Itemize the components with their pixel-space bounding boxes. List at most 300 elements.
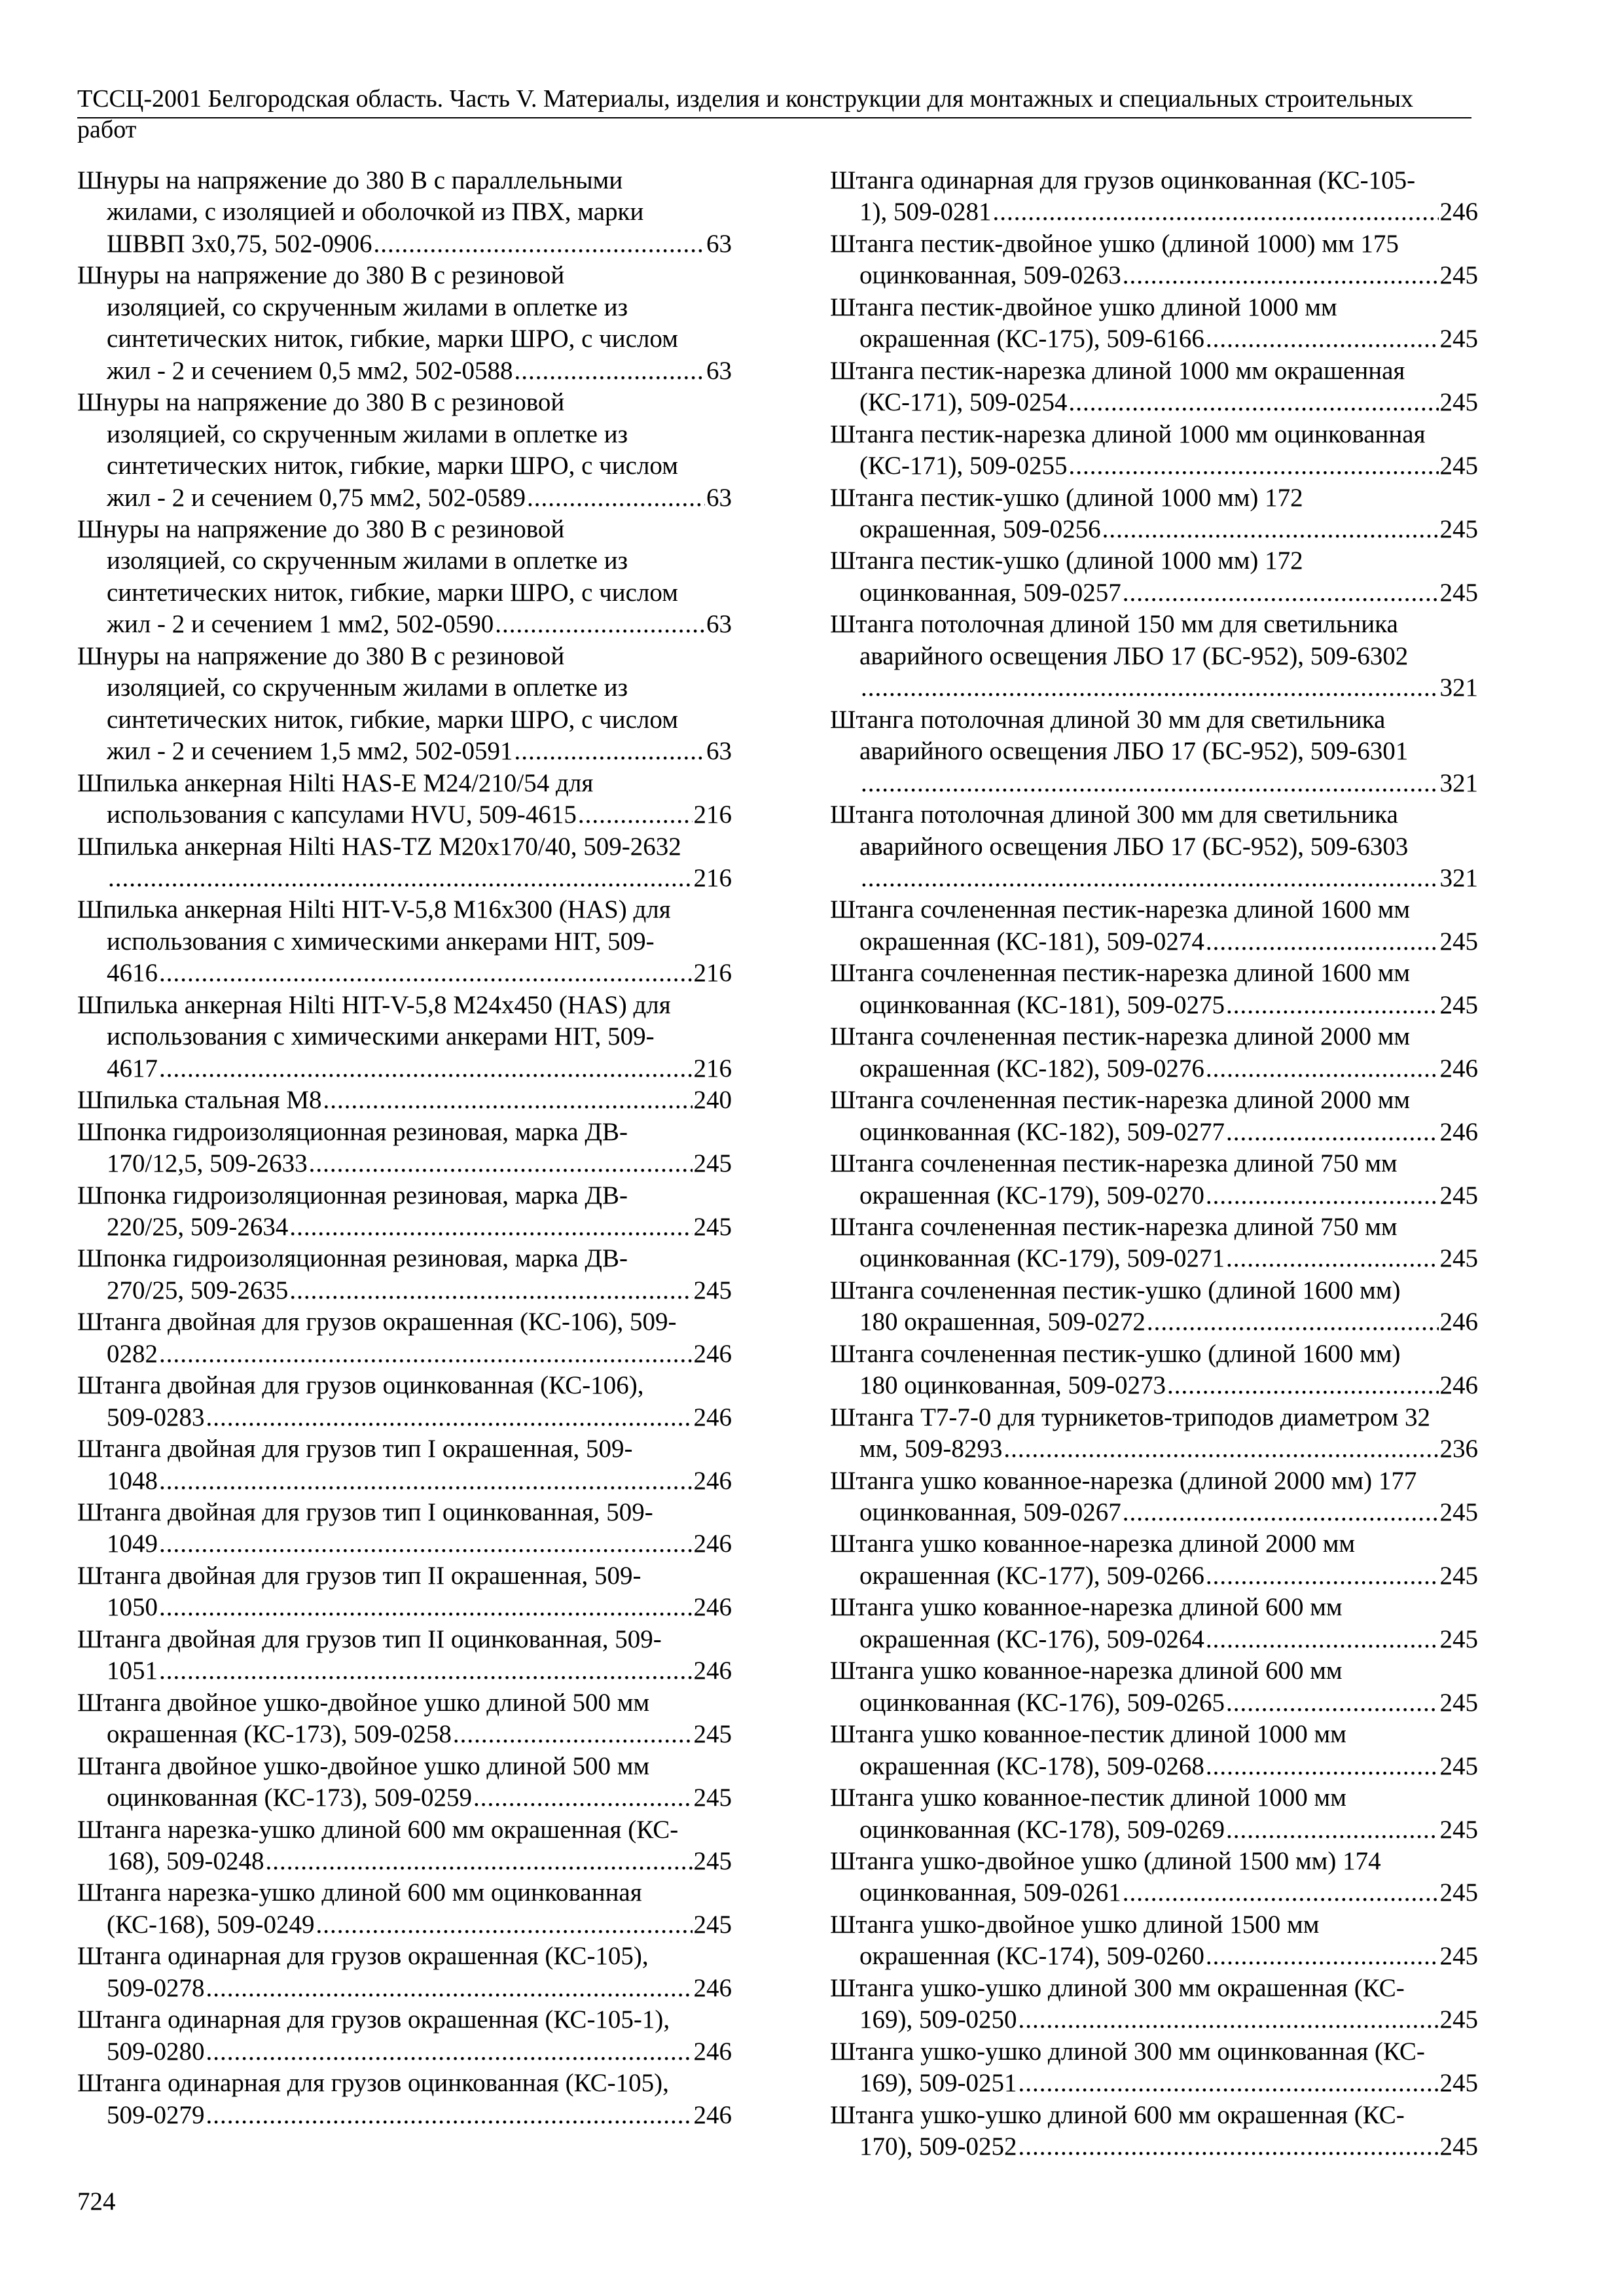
dot-leader xyxy=(1123,260,1439,291)
entry-last-line xyxy=(107,1338,732,1370)
entry-line: синтетических ниток, гибкие, марки ШРО, с числом xyxy=(107,705,678,734)
entry-last-line xyxy=(77,1085,732,1116)
index-entry xyxy=(830,1782,1478,1846)
entry-last-line xyxy=(107,1973,732,2004)
index-entry xyxy=(77,1243,732,1306)
entry-line: аварийного освещения ЛБО 17 (БС-952), 509-6301 xyxy=(859,737,1409,766)
dot-leader xyxy=(1167,1370,1438,1401)
entry-line: синтетических ниток, гибкие, марки ШРО, с числом xyxy=(107,578,678,607)
entry-last-line xyxy=(859,1941,1478,1972)
entry-last-line xyxy=(107,1053,732,1085)
entry-line: Штанга пестик-нарезка длиной 1000 мм окрашенная xyxy=(830,356,1405,385)
entry-page-ref: 246 xyxy=(693,1657,732,1685)
entry-last-line xyxy=(859,514,1478,545)
entry-last-line xyxy=(859,1814,1478,1846)
entry-line: Шпилька анкерная Hilti HIT-V-5,8 M24x450 (HAS) для xyxy=(77,990,671,1019)
index-entry xyxy=(77,1687,732,1751)
entry-text: жил - 2 и сечением 0,75 мм2, 502-0589 xyxy=(107,483,526,512)
entry-line: использования с химическими анкерами HIT, 509- xyxy=(107,927,655,956)
entry-line: Штанга ушко-двойное ушко (длиной 1500 мм) 174 xyxy=(830,1847,1381,1876)
entry-last-line xyxy=(107,482,732,514)
index-column-left xyxy=(77,165,732,2131)
dot-leader xyxy=(206,2100,693,2131)
dot-leader xyxy=(1018,2068,1438,2099)
index-entry xyxy=(830,228,1478,292)
entry-line: Штанга ушко кованное-пестик длиной 1000 мм xyxy=(830,1720,1346,1749)
dot-leader xyxy=(1206,323,1439,355)
dot-leader xyxy=(323,1085,693,1116)
entry-line: Штанга нарезка-ушко длиной 600 мм оцинкованная xyxy=(77,1878,642,1907)
entry-line: Штанга одинарная для грузов оцинкованная (КС-105), xyxy=(77,2069,669,2098)
dot-leader xyxy=(1206,1053,1439,1085)
index-entry xyxy=(830,1465,1478,1529)
dot-leader xyxy=(514,355,705,387)
entry-last-line xyxy=(107,1846,732,1877)
entry-page-ref: 245 xyxy=(1439,1751,1478,1780)
entry-page-ref: 245 xyxy=(1439,927,1478,956)
entry-page-ref: 63 xyxy=(706,229,732,258)
entry-page-ref: 245 xyxy=(1439,261,1478,290)
dot-leader xyxy=(159,958,693,989)
entry-page-ref: 246 xyxy=(1439,1371,1478,1400)
entry-page-ref: 246 xyxy=(693,1403,732,1431)
dot-leader xyxy=(861,672,1439,704)
dot-leader xyxy=(1206,1624,1439,1655)
entry-text: 509-0279 xyxy=(107,2100,205,2129)
index-entry xyxy=(830,1021,1478,1085)
entry-line: Штанга потолочная длиной 30 мм для светильника xyxy=(830,705,1386,734)
entry-text: оцинкованная, 509-0267 xyxy=(859,1498,1121,1527)
entry-page-ref: 246 xyxy=(693,2100,732,2129)
entry-text: 1), 509-0281 xyxy=(859,198,992,226)
entry-last-line xyxy=(107,1402,732,1433)
dot-leader xyxy=(206,1973,693,2004)
dot-leader xyxy=(1069,450,1439,482)
dot-leader xyxy=(159,1655,693,1687)
entry-text: 220/25, 509-2634 xyxy=(107,1212,289,1241)
index-entry xyxy=(830,1211,1478,1275)
entry-page-ref: 245 xyxy=(1439,1624,1478,1653)
entry-line: Штанга потолочная длиной 150 мм для светильника xyxy=(830,610,1398,639)
entry-text: оцинкованная, 509-0257 xyxy=(859,578,1121,607)
entry-line: Шпилька анкерная Hilti HIT-V-5,8 M16x300 (HAS) для xyxy=(77,895,671,924)
entry-last-line xyxy=(107,2036,732,2068)
index-entry xyxy=(830,1909,1478,1973)
entry-page-ref: 245 xyxy=(693,1276,732,1304)
dot-leader xyxy=(159,1592,693,1623)
dot-leader xyxy=(289,1211,692,1243)
dot-leader xyxy=(1147,1306,1439,1338)
entry-page-ref: 245 xyxy=(693,1784,732,1812)
index-entry xyxy=(830,1655,1478,1719)
entry-page-ref: 245 xyxy=(1439,452,1478,480)
entry-line: Шнуры на напряжение до 380 В с резиновой xyxy=(77,641,565,670)
entry-last-line xyxy=(859,1370,1478,1401)
entry-line: Штанга ушко-двойное ушко длиной 1500 мм xyxy=(830,1910,1320,1939)
entry-line: использования с химическими анкерами HIT, 509- xyxy=(107,1022,655,1051)
entry-last-line xyxy=(859,672,1478,704)
index-entry xyxy=(77,2004,732,2068)
index-entry xyxy=(830,1719,1478,1782)
index-entry xyxy=(830,958,1478,1021)
entry-page-ref: 245 xyxy=(693,1720,732,1749)
entry-line: Штанга сочлененная пестик-нарезка длиной 750 мм xyxy=(830,1212,1398,1241)
page-header: ТССЦ-2001 Белгородская область. Часть V. Материалы, изделия и конструкции для монтажных и специальных строительных работ xyxy=(77,85,1414,143)
index-entry xyxy=(77,165,732,260)
entry-line: Штанга двойная для грузов оцинкованная (КС-106), xyxy=(77,1371,644,1400)
entry-page-ref: 245 xyxy=(693,1149,732,1178)
entry-line: Штанга пестик-двойное ушко (длиной 1000) мм 175 xyxy=(830,229,1399,258)
entry-last-line xyxy=(107,2100,732,2131)
entry-last-line xyxy=(859,1877,1478,1909)
entry-page-ref: 236 xyxy=(1439,1435,1478,1463)
entry-line: Штанга двойная для грузов тип I оцинкованная, 509- xyxy=(77,1498,653,1527)
entry-last-line xyxy=(859,260,1478,291)
index-entry xyxy=(77,1117,732,1180)
entry-line: Штанга ушко-ушко длиной 300 мм окрашенная (КС- xyxy=(830,1973,1405,2002)
entry-text: оцинкованная, 509-0263 xyxy=(859,261,1121,290)
dot-leader xyxy=(1226,1814,1438,1846)
index-entry xyxy=(77,260,732,387)
entry-last-line xyxy=(859,2004,1478,2036)
entry-text: 0282 xyxy=(107,1339,158,1368)
entry-line: жилами, с изоляцией и оболочкой из ПВХ, марки xyxy=(107,198,644,226)
entry-text: 270/25, 509-2635 xyxy=(107,1276,289,1304)
dot-leader xyxy=(1206,1941,1439,1972)
entry-line: аварийного освещения ЛБО 17 (БС-952), 509-6303 xyxy=(859,832,1409,861)
dot-leader xyxy=(1123,1497,1439,1528)
entry-page-ref: 246 xyxy=(693,1530,732,1558)
entry-last-line xyxy=(859,1180,1478,1211)
entry-line: Штанга двойное ушко-двойное ушко длиной 500 мм xyxy=(77,1751,650,1780)
entry-text: оцинкованная (КС-173), 509-0259 xyxy=(107,1784,473,1812)
entry-line: Шнуры на напряжение до 380 В с резиновой xyxy=(77,261,565,290)
entry-text: 180 оцинкованная, 509-0273 xyxy=(859,1371,1166,1400)
dot-leader xyxy=(1003,1433,1438,1465)
entry-line: Штанга сочлененная пестик-нарезка длиной 750 мм xyxy=(830,1149,1398,1178)
entry-page-ref: 216 xyxy=(693,1054,732,1083)
entry-last-line xyxy=(107,609,732,640)
index-entry xyxy=(77,1560,732,1624)
entry-line: Штанга сочлененная пестик-нарезка длиной 2000 мм xyxy=(830,1022,1411,1051)
entry-text: мм, 509-8293 xyxy=(859,1435,1003,1463)
entry-line: Штанга ушко кованное-нарезка (длиной 2000 мм) 177 xyxy=(830,1466,1417,1495)
entry-line: Штанга двойная для грузов тип II оцинкованная, 509- xyxy=(77,1624,662,1653)
entry-text: использования с капсулами HVU, 509-4615 xyxy=(107,800,577,829)
index-entry xyxy=(77,514,732,641)
entry-line: аварийного освещения ЛБО 17 (БС-952), 509-6302 xyxy=(859,641,1409,670)
entry-page-ref: 216 xyxy=(693,800,732,829)
dot-leader xyxy=(527,482,705,514)
index-entry xyxy=(77,387,732,514)
dot-leader xyxy=(309,1148,693,1179)
entry-text: 1050 xyxy=(107,1593,158,1622)
entry-line: Штанга ушко-ушко длиной 600 мм окрашенная (КС- xyxy=(830,2100,1405,2129)
entry-line: Штанга сочлененная пестик-нарезка длиной 1600 мм xyxy=(830,895,1411,924)
entry-page-ref: 245 xyxy=(693,1212,732,1241)
entry-last-line xyxy=(859,1053,1478,1085)
entry-text: окрашенная (КС-175), 509-6166 xyxy=(859,325,1204,353)
entry-text: ШВВП 3х0,75, 502-0906 xyxy=(107,229,372,258)
dot-leader xyxy=(1206,1180,1439,1211)
entry-line: Шпилька анкерная Hilti HAS-E M24/210/54 для xyxy=(77,768,594,797)
entry-page-ref: 63 xyxy=(706,610,732,639)
entry-line: Штанга ушко-ушко длиной 300 мм оцинкованная (КС- xyxy=(830,2037,1425,2066)
index-entry xyxy=(830,1973,1478,2036)
entry-page-ref: 245 xyxy=(693,1847,732,1876)
entry-last-line xyxy=(859,2068,1478,2099)
index-entry xyxy=(77,1306,732,1370)
index-entry xyxy=(77,1751,732,1814)
entry-line: Штанга сочлененная пестик-нарезка длиной 1600 мм xyxy=(830,959,1411,988)
dot-leader xyxy=(514,736,705,767)
entry-last-line xyxy=(859,990,1478,1021)
entry-page-ref: 246 xyxy=(1439,1308,1478,1336)
entry-text: 4616 xyxy=(107,959,158,988)
index-entry xyxy=(77,1433,732,1497)
dot-leader xyxy=(289,1275,692,1306)
entry-last-line xyxy=(859,1117,1478,1148)
entry-page-ref: 245 xyxy=(1439,388,1478,417)
entry-line: Штанга пестик-двойное ушко длиной 1000 мм xyxy=(830,293,1337,321)
entry-last-line xyxy=(107,1211,732,1243)
entry-last-line xyxy=(107,1909,732,1941)
dot-leader xyxy=(1018,2004,1438,2036)
entry-last-line xyxy=(859,1624,1478,1655)
entry-page-ref: 246 xyxy=(693,1466,732,1495)
index-entry xyxy=(830,704,1478,799)
index-entry xyxy=(830,1275,1478,1338)
entry-text: (КС-171), 509-0254 xyxy=(859,388,1068,417)
entry-line: Шнуры на напряжение до 380 В с параллельными xyxy=(77,166,623,194)
entry-page-ref: 63 xyxy=(706,356,732,385)
entry-text: жил - 2 и сечением 1 мм2, 502-0590 xyxy=(107,610,494,639)
entry-last-line xyxy=(859,577,1478,609)
dot-leader xyxy=(1123,1877,1439,1909)
entry-line: Шпонка гидроизоляционная резиновая, марка ДВ- xyxy=(77,1181,628,1210)
entry-line: изоляцией, со скрученным жилами в оплетке из xyxy=(107,420,628,448)
entry-line: Штанга потолочная длиной 300 мм для светильника xyxy=(830,800,1398,829)
index-entry xyxy=(830,1846,1478,1909)
entry-line: Штанга одинарная для грузов оцинкованная (КС-105- xyxy=(830,166,1416,194)
entry-last-line xyxy=(859,863,1478,894)
page-number: 724 xyxy=(77,2187,116,2215)
dot-leader xyxy=(316,1909,693,1941)
index-entry xyxy=(77,1497,732,1560)
entry-line: изоляцией, со скрученным жилами в оплетке из xyxy=(107,673,628,702)
dot-leader xyxy=(374,228,705,260)
entry-text: окрашенная (КС-182), 509-0276 xyxy=(859,1054,1204,1083)
index-entry xyxy=(830,1085,1478,1148)
entry-last-line xyxy=(107,1148,732,1179)
dot-leader xyxy=(1226,1243,1438,1274)
dot-leader xyxy=(265,1846,692,1877)
entry-text: 509-0278 xyxy=(107,1973,205,2002)
entry-line: Штанга двойная для грузов тип I окрашенная, 509- xyxy=(77,1435,633,1463)
index-entry xyxy=(77,1180,732,1244)
entry-line: Штанга пестик-нарезка длиной 1000 мм оцинкованная xyxy=(830,420,1426,448)
entry-text: оцинкованная (КС-179), 509-0271 xyxy=(859,1244,1225,1273)
index-entry xyxy=(830,609,1478,704)
header-rule xyxy=(77,117,1471,118)
index-entry xyxy=(830,1148,1478,1211)
entry-page-ref: 245 xyxy=(1439,1942,1478,1971)
entry-text: оцинкованная, 509-0261 xyxy=(859,1878,1121,1907)
index-entry xyxy=(830,482,1478,546)
entry-last-line xyxy=(859,450,1478,482)
entry-line: Штанга сочлененная пестик-ушко (длиной 1600 мм) xyxy=(830,1276,1401,1304)
index-entry xyxy=(830,1528,1478,1592)
index-entry xyxy=(830,419,1478,482)
entry-page-ref: 240 xyxy=(693,1086,732,1115)
dot-leader xyxy=(453,1719,693,1750)
index-entry xyxy=(77,2068,732,2131)
entry-page-ref: 246 xyxy=(693,1339,732,1368)
index-entry xyxy=(77,894,732,989)
dot-leader xyxy=(1069,387,1439,418)
dot-leader xyxy=(861,768,1439,799)
entry-last-line xyxy=(859,1243,1478,1274)
entry-text: 509-0280 xyxy=(107,2037,205,2066)
index-entry xyxy=(830,2036,1478,2100)
index-entry xyxy=(77,641,732,768)
entry-text: окрашенная (КС-177), 509-0266 xyxy=(859,1561,1204,1590)
index-entry xyxy=(830,799,1478,894)
entry-last-line xyxy=(107,1275,732,1306)
index-entry xyxy=(830,545,1478,609)
entry-last-line xyxy=(859,387,1478,418)
entry-text: 170/12,5, 509-2633 xyxy=(107,1149,308,1178)
entry-page-ref: 245 xyxy=(1439,2132,1478,2161)
entry-text: оцинкованная (КС-181), 509-0275 xyxy=(859,990,1225,1019)
dot-leader xyxy=(1226,1687,1438,1719)
entry-last-line xyxy=(859,196,1478,228)
index-entry xyxy=(830,1402,1478,1465)
entry-last-line xyxy=(107,863,732,894)
index-entry xyxy=(830,1592,1478,1655)
dot-leader xyxy=(495,609,705,640)
dot-leader xyxy=(578,799,693,831)
entry-page-ref: 245 xyxy=(1439,578,1478,607)
entry-last-line xyxy=(107,1592,732,1623)
dot-leader xyxy=(159,1528,693,1560)
entry-page-ref: 63 xyxy=(706,483,732,512)
dot-leader xyxy=(1226,990,1438,1021)
index-entry xyxy=(830,292,1478,355)
entry-page-ref: 245 xyxy=(1439,325,1478,353)
entry-last-line xyxy=(107,355,732,387)
entry-line: Штанга двойное ушко-двойное ушко длиной 500 мм xyxy=(77,1688,650,1717)
entry-line: Штанга одинарная для грузов окрашенная (КС-105), xyxy=(77,1942,649,1971)
entry-text: (КС-168), 509-0249 xyxy=(107,1910,315,1939)
entry-page-ref: 245 xyxy=(1439,1244,1478,1273)
entry-line: Штанга сочлененная пестик-нарезка длиной 2000 мм xyxy=(830,1086,1411,1115)
index-entry xyxy=(77,1370,732,1433)
entry-text: жил - 2 и сечением 0,5 мм2, 502-0588 xyxy=(107,356,513,385)
entry-page-ref: 321 xyxy=(1439,768,1478,797)
index-entry xyxy=(77,1877,732,1941)
entry-page-ref: 246 xyxy=(693,1593,732,1622)
entry-line: Штанга сочлененная пестик-ушко (длиной 1600 мм) xyxy=(830,1339,1401,1368)
entry-line: Штанга нарезка-ушко длиной 600 мм окрашенная (КС- xyxy=(77,1815,679,1844)
entry-line: Шнуры на напряжение до 380 В с резиновой xyxy=(77,514,565,543)
entry-page-ref: 321 xyxy=(1439,863,1478,892)
dot-leader xyxy=(861,863,1439,894)
entry-last-line xyxy=(859,768,1478,799)
entry-line: Шнуры на напряжение до 380 В с резиновой xyxy=(77,388,565,417)
entry-last-line xyxy=(107,1782,732,1814)
entry-line: Шпонка гидроизоляционная резиновая, марка ДВ- xyxy=(77,1244,628,1273)
entry-last-line xyxy=(859,2131,1478,2162)
entry-text: окрашенная (КС-174), 509-0260 xyxy=(859,1942,1204,1971)
entry-text: оцинкованная (КС-182), 509-0277 xyxy=(859,1117,1225,1146)
entry-page-ref: 245 xyxy=(1439,1561,1478,1590)
entry-last-line xyxy=(859,1687,1478,1719)
entry-line: Штанга двойная для грузов окрашенная (КС-106), 509- xyxy=(77,1308,677,1336)
entry-text: окрашенная (КС-179), 509-0270 xyxy=(859,1181,1204,1210)
entry-page-ref: 216 xyxy=(693,959,732,988)
entry-last-line xyxy=(107,958,732,989)
index-entry xyxy=(77,831,732,895)
entry-text: 509-0283 xyxy=(107,1403,205,1431)
entry-line: синтетических ниток, гибкие, марки ШРО, с числом xyxy=(107,452,678,480)
entry-last-line xyxy=(859,1560,1478,1592)
entry-line: Штанга Т7-7-0 для турникетов-триподов диаметром 32 xyxy=(830,1403,1430,1431)
dot-leader xyxy=(1206,1751,1439,1782)
entry-text: 170), 509-0252 xyxy=(859,2132,1017,2161)
entry-text: 4617 xyxy=(107,1054,158,1083)
entry-page-ref: 245 xyxy=(1439,2005,1478,2034)
entry-page-ref: 245 xyxy=(1439,1878,1478,1907)
entry-page-ref: 245 xyxy=(1439,2069,1478,2098)
entry-text: 168), 509-0248 xyxy=(107,1847,264,1876)
entry-line: Шпонка гидроизоляционная резиновая, марка ДВ- xyxy=(77,1117,628,1146)
entry-line: Штанга ушко кованное-пестик длиной 1000 мм xyxy=(830,1784,1346,1812)
entry-text: оцинкованная (КС-178), 509-0269 xyxy=(859,1815,1225,1844)
entry-text: окрашенная (КС-176), 509-0264 xyxy=(859,1624,1204,1653)
entry-last-line xyxy=(107,799,732,831)
entry-text: (КС-171), 509-0255 xyxy=(859,452,1068,480)
entry-text: жил - 2 и сечением 1,5 мм2, 502-0591 xyxy=(107,737,513,766)
entry-page-ref: 246 xyxy=(1439,1054,1478,1083)
entry-last-line xyxy=(107,228,732,260)
entry-line: Шпилька анкерная Hilti HAS-TZ M20x170/40, 509-2632 xyxy=(77,832,681,861)
index-entry xyxy=(830,2100,1478,2163)
dot-leader xyxy=(1206,1560,1439,1592)
entry-last-line xyxy=(107,1655,732,1687)
entry-page-ref: 246 xyxy=(693,1973,732,2002)
entry-page-ref: 246 xyxy=(1439,1117,1478,1146)
entry-page-ref: 216 xyxy=(693,863,732,892)
entry-text: Шпилька стальная М8 xyxy=(77,1086,322,1115)
entry-line: Штанга одинарная для грузов окрашенная (КС-105-1), xyxy=(77,2005,670,2034)
dot-leader xyxy=(206,2036,693,2068)
entry-line: Штанга ушко кованное-нарезка длиной 600 мм xyxy=(830,1657,1343,1685)
index-entry xyxy=(77,1941,732,2004)
dot-leader xyxy=(1018,2131,1438,2162)
dot-leader xyxy=(992,196,1438,228)
index-entry xyxy=(830,165,1478,228)
entry-text: 1049 xyxy=(107,1530,158,1558)
index-column-right xyxy=(830,165,1478,2163)
entry-line: Штанга ушко кованное-нарезка длиной 600 мм xyxy=(830,1593,1343,1622)
entry-text: оцинкованная (КС-176), 509-0265 xyxy=(859,1688,1225,1717)
entry-last-line xyxy=(859,1433,1478,1465)
index-entry xyxy=(77,990,732,1085)
entry-line: Штанга двойная для грузов тип II окрашенная, 509- xyxy=(77,1561,641,1590)
dot-leader xyxy=(159,1338,693,1370)
entry-page-ref: 245 xyxy=(1439,1815,1478,1844)
